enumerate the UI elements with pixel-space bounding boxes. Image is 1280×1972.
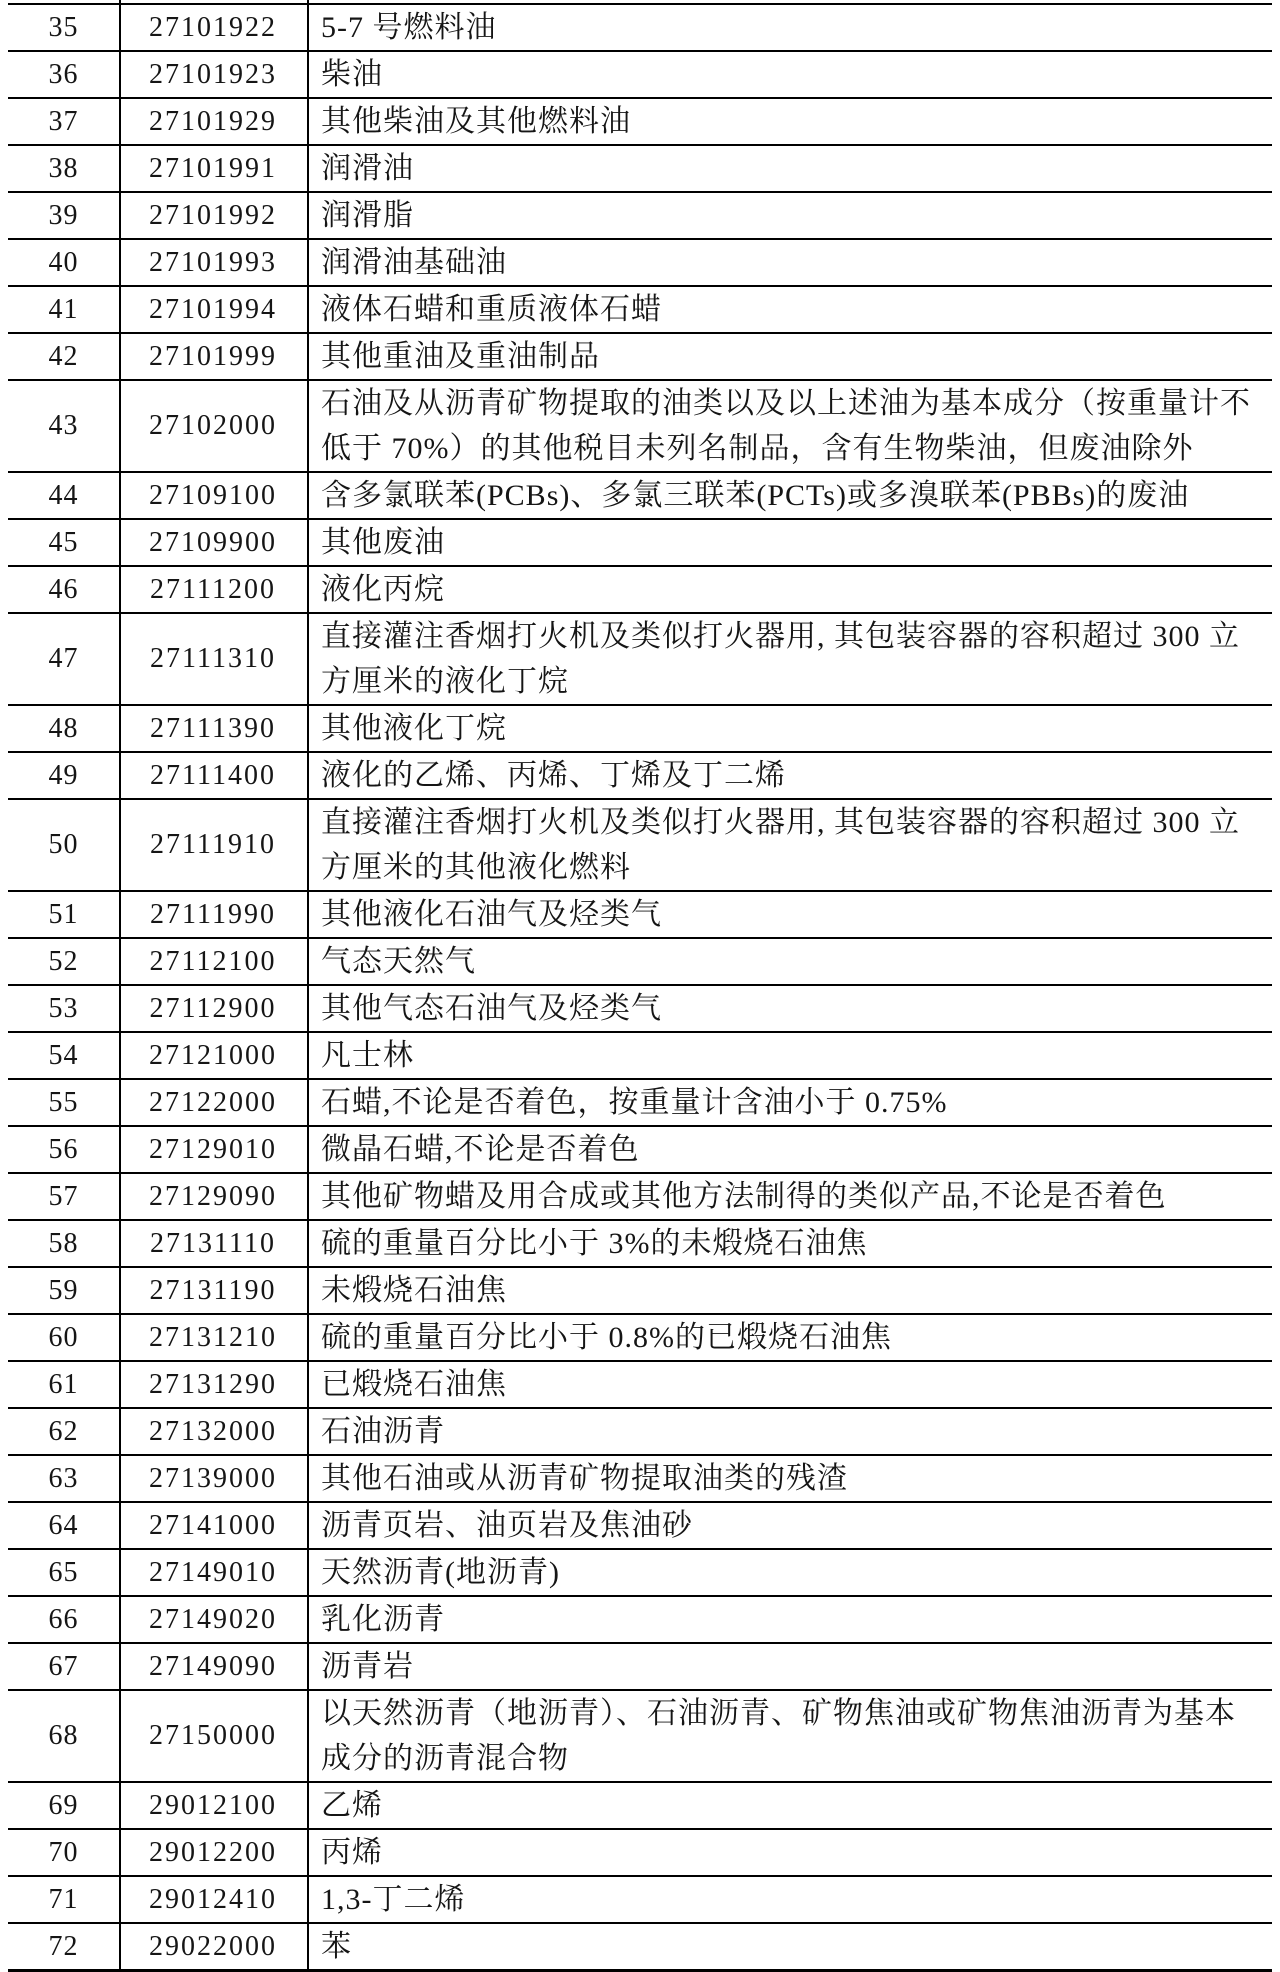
table-row — [8, 1550, 1272, 1597]
row-number-cell: 66 — [48, 1603, 79, 1635]
table-row — [8, 1691, 1272, 1783]
row-number-cell: 38 — [48, 152, 79, 184]
table-row — [8, 1597, 1272, 1644]
description-cell: 其他矿物蜡及用合成或其他方法制得的类似产品,不论是否着色 — [321, 1180, 1167, 1213]
hs-code-cell: 27139000 — [149, 1462, 277, 1494]
hs-code-cell: 27122000 — [149, 1086, 277, 1118]
description-cell: 柴油 — [321, 58, 383, 91]
description-cell: 5-7 号燃料油 — [321, 11, 497, 44]
table-row — [8, 1315, 1272, 1362]
hs-code-cell: 27101929 — [149, 105, 277, 137]
hs-code-cell: 27101923 — [149, 58, 277, 90]
description-cell: 乳化沥青 — [321, 1603, 445, 1636]
description-cell: 液化的乙烯、丙烯、丁烯及丁二烯 — [321, 759, 786, 792]
description-cell: 苯 — [321, 1930, 352, 1963]
row-number-cell: 70 — [48, 1836, 79, 1868]
table-row — [8, 99, 1272, 146]
hs-code-cell: 27111400 — [150, 759, 276, 791]
hs-code-cell: 27129010 — [149, 1133, 277, 1165]
row-number-cell: 63 — [48, 1462, 79, 1494]
description-cell: 乙烯 — [321, 1789, 383, 1822]
table-row — [8, 240, 1272, 287]
row-number-cell: 36 — [48, 58, 79, 90]
description-cell: 硫的重量百分比小于 0.8%的已煅烧石油焦 — [321, 1321, 892, 1354]
table-row — [8, 614, 1272, 706]
description-cell: 石蜡,不论是否着色，按重量计含油小于 0.75% — [321, 1086, 948, 1119]
hs-code-cell: 27101994 — [149, 293, 277, 325]
row-number-cell: 42 — [48, 340, 79, 372]
row-number-cell: 55 — [48, 1086, 79, 1118]
table-row — [8, 1924, 1272, 1972]
row-number-cell: 43 — [48, 410, 79, 441]
description-cell: 1,3-丁二烯 — [321, 1883, 466, 1916]
description-cell: 直接灌注香烟打火机及类似打火器用, 其包装容器的容积超过 300 立方厘米的其他液化燃料 — [321, 806, 1240, 884]
hs-code-cell: 27109900 — [149, 526, 277, 558]
hs-code-cell: 29022000 — [149, 1930, 277, 1962]
table-row — [8, 986, 1272, 1033]
table-row — [8, 753, 1272, 800]
description-cell: 含多氯联苯(PCBs)、多氯三联苯(PCTs)或多溴联苯(PBBs)的废油 — [321, 479, 1190, 512]
row-number-cell: 37 — [48, 105, 79, 137]
description-cell: 沥青页岩、油页岩及焦油砂 — [321, 1509, 693, 1542]
table-body — [8, 5, 1272, 1972]
description-cell: 石油及从沥青矿物提取的油类以及以上述油为基本成分（按重量计不低于 70%）的其他税目未列名制品，含有生物柴油，但废油除外 — [321, 387, 1251, 465]
hs-code-cell: 27149020 — [149, 1603, 277, 1635]
description-cell: 天然沥青(地沥青) — [321, 1556, 560, 1589]
table-row — [8, 52, 1272, 99]
table-row — [8, 287, 1272, 334]
table-row — [8, 1456, 1272, 1503]
row-number-cell: 35 — [48, 11, 79, 43]
row-number-cell: 61 — [48, 1368, 79, 1400]
description-cell: 凡士林 — [321, 1039, 414, 1072]
row-number-cell: 56 — [48, 1133, 79, 1165]
row-number-cell: 57 — [48, 1180, 79, 1212]
hs-code-cell: 27131210 — [149, 1321, 277, 1353]
table-row — [8, 381, 1272, 473]
row-number-cell: 51 — [48, 898, 79, 930]
hs-code-cell: 27131110 — [150, 1227, 276, 1259]
row-number-cell: 69 — [48, 1789, 79, 1821]
row-number-cell: 65 — [48, 1556, 79, 1588]
description-cell: 其他液化丁烷 — [321, 712, 507, 745]
table-row — [8, 1362, 1272, 1409]
hs-code-cell: 27132000 — [149, 1415, 277, 1447]
description-cell: 已煅烧石油焦 — [321, 1368, 507, 1401]
row-number-cell: 48 — [48, 712, 79, 744]
table-row — [8, 1409, 1272, 1456]
hs-code-cell: 27111200 — [150, 573, 276, 605]
hs-code-cell: 27131290 — [149, 1368, 277, 1400]
table-row — [8, 520, 1272, 567]
hs-code-cell: 27102000 — [149, 410, 277, 441]
table-row — [8, 1033, 1272, 1080]
hs-code-cell: 27149010 — [149, 1556, 277, 1588]
hs-code-cell: 27111310 — [150, 643, 276, 674]
row-number-cell: 52 — [48, 945, 79, 977]
hs-code-cell: 27101922 — [149, 11, 277, 43]
table-row — [8, 1221, 1272, 1268]
row-number-cell: 39 — [48, 199, 79, 231]
hs-code-cell: 27101993 — [149, 246, 277, 278]
hs-code-cell: 27101991 — [149, 152, 277, 184]
table-row — [8, 1783, 1272, 1830]
table-row — [8, 567, 1272, 614]
description-cell: 直接灌注香烟打火机及类似打火器用, 其包装容器的容积超过 300 立方厘米的液化丁烷 — [321, 620, 1240, 698]
hs-code-cell: 27129090 — [149, 1180, 277, 1212]
table-row — [8, 1830, 1272, 1877]
hs-code-cell: 27149090 — [149, 1650, 277, 1682]
hs-code-cell: 29012410 — [149, 1883, 277, 1915]
description-cell: 液体石蜡和重质液体石蜡 — [321, 293, 662, 326]
table-row — [8, 473, 1272, 520]
row-number-cell: 50 — [48, 829, 79, 860]
row-number-cell: 71 — [48, 1883, 79, 1915]
hs-code-cell: 27150000 — [149, 1720, 277, 1751]
table-row — [8, 1877, 1272, 1924]
description-cell: 其他石油或从沥青矿物提取油类的残渣 — [321, 1462, 848, 1495]
description-cell: 其他液化石油气及烃类气 — [321, 898, 662, 931]
hs-code-cell: 27111990 — [150, 898, 276, 930]
hs-code-cell: 27109100 — [149, 479, 277, 511]
hs-code-cell: 27111390 — [150, 712, 276, 744]
hs-code-table — [8, 0, 1272, 1972]
row-number-cell: 68 — [48, 1720, 79, 1751]
description-cell: 其他重油及重油制品 — [321, 340, 600, 373]
hs-code-cell: 27101992 — [149, 199, 277, 231]
row-number-cell: 59 — [48, 1274, 79, 1306]
hs-code-cell: 27111910 — [150, 829, 276, 860]
description-cell: 润滑油 — [321, 152, 414, 185]
table-row — [8, 706, 1272, 753]
table-row — [8, 334, 1272, 381]
row-number-cell: 53 — [48, 992, 79, 1024]
table-row — [8, 1644, 1272, 1691]
hs-code-cell: 27131190 — [149, 1274, 277, 1306]
description-cell: 其他柴油及其他燃料油 — [321, 105, 631, 138]
description-cell: 润滑油基础油 — [321, 246, 507, 279]
description-cell: 液化丙烷 — [321, 573, 445, 606]
description-cell: 丙烯 — [321, 1836, 383, 1869]
hs-code-cell: 27101999 — [149, 340, 277, 372]
row-number-cell: 40 — [48, 246, 79, 278]
row-number-cell: 46 — [48, 573, 79, 605]
table-row — [8, 146, 1272, 193]
description-cell: 其他废油 — [321, 526, 445, 559]
row-number-cell: 72 — [48, 1930, 79, 1962]
description-cell: 沥青岩 — [321, 1650, 414, 1683]
row-number-cell: 64 — [48, 1509, 79, 1541]
description-cell: 硫的重量百分比小于 3%的未煅烧石油焦 — [321, 1227, 868, 1260]
table-row — [8, 1080, 1272, 1127]
table-row — [8, 1503, 1272, 1550]
hs-code-cell: 27112100 — [149, 945, 277, 977]
row-number-cell: 47 — [48, 643, 79, 674]
hs-code-cell: 27121000 — [149, 1039, 277, 1071]
table-row — [8, 939, 1272, 986]
row-number-cell: 62 — [48, 1415, 79, 1447]
hs-code-cell: 27112900 — [149, 992, 277, 1024]
description-cell: 以天然沥青（地沥青）、石油沥青、矿物焦油或矿物焦油沥青为基本成分的沥青混合物 — [321, 1697, 1236, 1775]
row-number-cell: 41 — [48, 293, 79, 325]
row-number-cell: 67 — [48, 1650, 79, 1682]
row-number-cell: 54 — [48, 1039, 79, 1071]
description-cell: 微晶石蜡,不论是否着色 — [321, 1133, 640, 1166]
row-number-cell: 49 — [48, 759, 79, 791]
description-cell: 气态天然气 — [321, 945, 476, 978]
hs-code-cell: 27141000 — [149, 1509, 277, 1541]
column-divider-1 — [119, 0, 121, 1972]
table-row — [8, 800, 1272, 892]
row-number-cell: 60 — [48, 1321, 79, 1353]
row-number-cell: 44 — [48, 479, 79, 511]
table-row — [8, 1174, 1272, 1221]
description-cell: 未煅烧石油焦 — [321, 1274, 507, 1307]
hs-code-cell: 29012200 — [149, 1836, 277, 1868]
description-cell: 其他气态石油气及烃类气 — [321, 992, 662, 1025]
row-number-cell: 58 — [48, 1227, 79, 1259]
description-cell: 石油沥青 — [321, 1415, 445, 1448]
table-row — [8, 5, 1272, 52]
table-row — [8, 892, 1272, 939]
row-number-cell: 45 — [48, 526, 79, 558]
description-cell: 润滑脂 — [321, 199, 414, 232]
column-divider-2 — [307, 0, 309, 1972]
table-row — [8, 193, 1272, 240]
table-row — [8, 1127, 1272, 1174]
table-row — [8, 1268, 1272, 1315]
hs-code-cell: 29012100 — [149, 1789, 277, 1821]
